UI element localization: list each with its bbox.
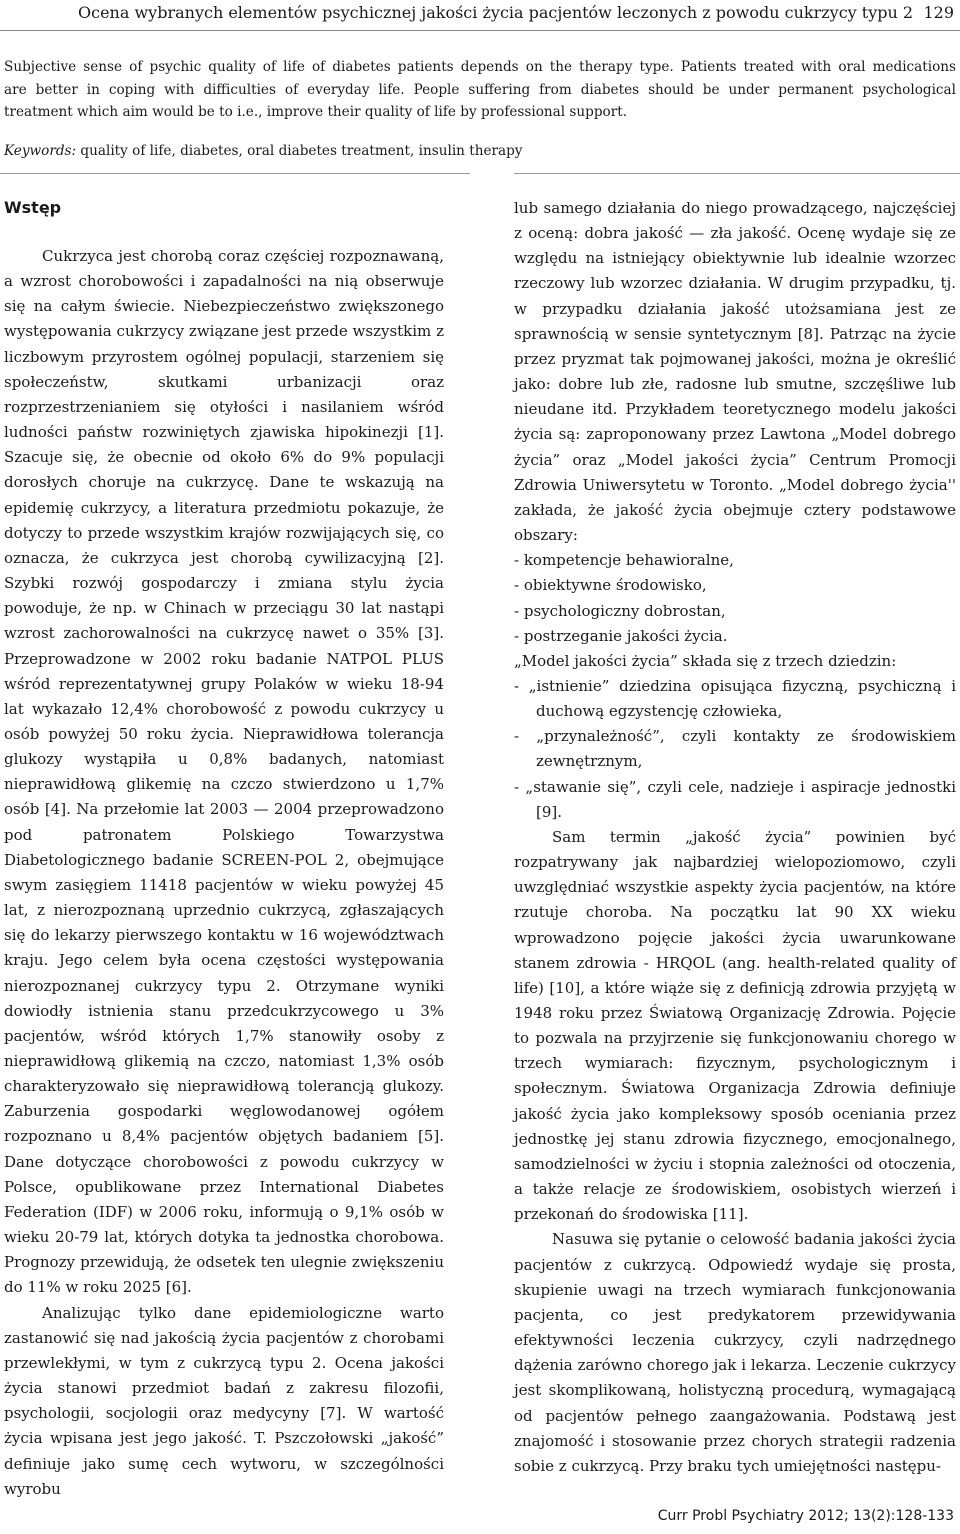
section-divider-left xyxy=(0,173,470,174)
abstract-line: Subjective sense of psychic quality of life of diabetes patients depends on the therapy type. Patients treated with oral medications xyxy=(4,59,956,75)
running-title: Ocena wybranych elementów psychicznej jakości życia pacjentów leczonych z powodu cukrzycy typu 2 xyxy=(78,3,914,22)
right-column xyxy=(514,196,956,1479)
body-paragraph: Nasuwa się pytanie o celowość badania jakości życia pacjentów z cukrzycą. Odpowiedź wydaje się prosta, skupienie uwagi na trzech wymiarach funkcjonowania pacjenta, co jest predykatorem przewidywania efektywności leczenia cukrzycy, czyli nadrzędnego dążenia zarówno chorego jak i lekarza. Leczenie cukrzycy jest skomplikowaną, holistyczną procedurą, wymagającą od pacjentów pełnego zaangażowania. Podstawą jest znajomość i stosowanie przez chorych strategii radzenia sobie z cukrzycą. Przy braku tych umiejętności następu- xyxy=(514,1230,956,1475)
list-item: - kompetencje behawioralne, xyxy=(514,551,734,570)
list-intro: „Model jakości życia” składa się z trzech dziedzin: xyxy=(514,651,897,670)
keywords-text: quality of life, diabetes, oral diabetes treatment, insulin therapy xyxy=(76,143,523,159)
list-item: - „istnienie” dziedzina opisująca fizyczną, psychiczną i duchową egzystencję człowieka, xyxy=(514,676,956,721)
list-item: - obiektywne środowisko, xyxy=(514,576,707,595)
abstract-line: treatment which aim would be to i.e., improve their quality of life by professional support. xyxy=(4,104,628,120)
list-item: - „stawanie się”, czyli cele, nadzieje i aspiracje jednostki [9]. xyxy=(514,777,956,821)
list-item: - psychologiczny dobrostan, xyxy=(514,601,726,620)
list-item: - „przynależność”, czyli kontakty ze środowiskiem zewnętrznym, xyxy=(514,727,956,771)
list-item: - postrzeganie jakości życia. xyxy=(514,626,728,645)
body-paragraph: Analizując tylko dane epidemiologiczne warto zastanowić się nad jakością życia pacjentów z chorobami przewlekłymi, w tym z cukrzycą typu 2. Ocena jakości życia stanowi przedmiot badań z zakresu filozofii, psychologii, socjologii oraz medycyny [7]. W wartość życia wpisana jest jego jakość. T. Pszczołowski „jakość” definiuje jako sumę cech wytworu, w szczególności wyrobu xyxy=(4,1303,444,1498)
abstract-english xyxy=(4,56,956,124)
abstract-line: are better in coping with difficulties of everyday life. People suffering from diabetes should be under permanent psychological xyxy=(4,81,956,98)
section-divider-right xyxy=(514,173,960,174)
body-paragraph: lub samego działania do niego prowadzącego, najczęściej z oceną: dobra jakość — zła jakość. Ocenę wydaje się ze względu na istniejący obiektywnie lub idealnie wzorzec rzeczowy lub wzorzec działania. W drugim przypadku, tj. w przypadku działania jakość utożsamiana jest ze sprawnością w sensie syntetycznym [8]. Patrząc na życie przez pryzmat tak pojmowanej jakości, można je określić jako: dobre lub złe, radosne lub smutne, szczęśliwe lub nieudane itd. Przykładem teoretycznego modelu jakości życia są: zaproponowany przez Lawtona „Model dobrego życia” oraz „Model jakości życia” Centrum Promocji Zdrowia Uniwersytetu w Toronto. „Model dobrego życia'' zakłada, że jakość życia obejmuje cztery podstawowe obszary: xyxy=(514,199,956,545)
page-number: 129 xyxy=(923,3,954,22)
header-rule xyxy=(0,30,960,31)
journal-citation: Curr Probl Psychiatry 2012; 13(2):128-133 xyxy=(657,1508,954,1524)
running-header xyxy=(0,0,960,26)
keywords-label: Keywords: xyxy=(4,143,77,159)
body-paragraph: Sam termin „jakość życia” powinien być rozpatrywany jak najbardziej wielopoziomowo, czyli uwzględniać wszystkie aspekty życia pacjentów, na które rzutuje choroba. Na początku lat 90 XX wieku wprowadzono pojęcie jakości życia uwarunkowane stanem zdrowia - HRQOL (ang. health-related quality of life) [10], a które wiąże się z definicją zdrowia przyjętą w 1948 roku przez Światową Organizację Zdrowia. Pojęcie to pozwala na przyjrzenie się funkcjonowaniu chorego w trzech wymiarach: fizycznym, psychologicznym i społecznym. Światowa Organizacja Zdrowia definiuje jakość życia jako kompleksowy sposób oceniania przez jednostkę jej stanu zdrowia fizycznego, emocjonalnego, samodzielności w życiu i stopnia zależności od otoczenia, a także relacje ze środowiskiem, osobistych wierzeń i przekonań do środowiska [11]. xyxy=(514,827,956,1224)
keywords xyxy=(4,140,954,162)
section-heading: Wstęp xyxy=(4,198,62,217)
left-column xyxy=(4,244,444,1502)
body-paragraph: Cukrzyca jest chorobą coraz częściej rozpoznawaną, a wzrost chorobowości i zapadalności na nią obserwuje się na całym świecie. Niebezpieczeństwo zwiększonego występowania cukrzycy związane jest przede wszystkim z liczbowym przyrostem ogólnej populacji, starzeniem się społeczeństw, skutkami urbanizacji oraz rozprzestrzenianiem się otyłości i nasilaniem wśród ludności państw rozwiniętych zjawiska hipokinezji [1]. Szacuje się, że obecnie od około 6% do 9% populacji dorosłych choruje na cukrzycę. Dane te wskazują na epidemię cukrzycy, a literatura przedmiotu pokazuje, że dotyczy to przede wszystkim krajów rozwijających się, co oznacza, że cukrzyca jest chorobą cywilizacyjną [2]. Szybki rozwój gospodarczy i zmiana stylu życia powoduje, że np. w Chinach w przeciągu 30 lat nastąpi wzrost zachorowalności na cukrzycę nawet o 35% [3]. Przeprowadzone w 2002 roku badanie NATPOL PLUS wśród reprezentatywnej grupy Polaków w wieku 18-94 lat wykazało 12,4% chorobowość z powodu cukrzycy u osób powyżej 50 roku życia. Nieprawidłowa tolerancja glukozy wystąpiła u 0,8% badanych, natomiast nieprawidłową glikemię na czczo stwierdzono u 1,7% osób [4]. Na przełomie lat 2003 — 2004 przeprowadzono pod patronatem Polskiego Towarzystwa Diabetologicznego badanie SCREEN-POL 2, obejmujące swym zasięgiem 11418 pacjentów w wieku powyżej 45 lat, z nierozpoznaną uprzednio cukrzycą, zgłaszających się do lekarzy pierwszego kontaktu w 16 województwach kraju. Jego celem była ocena częstości występowania nierozpoznanej cukrzycy typu 2. Otrzymane wyniki dowiodły istnienia stanu przedcukrzycowego u 3% pacjentów, wśród których 1,7% stanowiły osoby z nieprawidłową glikemią na czczo, natomiast 1,3% osób charakteryzowało się nieprawidłową tolerancją glukozy. Zaburzenia gospodarki węglowodanowej ogółem rozpoznano u 8,4% pacjentów objętych badaniem [5]. Dane dotyczące chorobowości z powodu cukrzycy w Polsce, opublikowane przez International Diabetes Federation (IDF) w 2006 roku, informują o 9,1% osób w wieku 20-79 lat, których dotyka ta jednostka chorobowa. Prognozy przewidują, że odsetek ten ulegnie zwiększeniu do 11% w roku 2025 [6]. xyxy=(4,247,444,1297)
